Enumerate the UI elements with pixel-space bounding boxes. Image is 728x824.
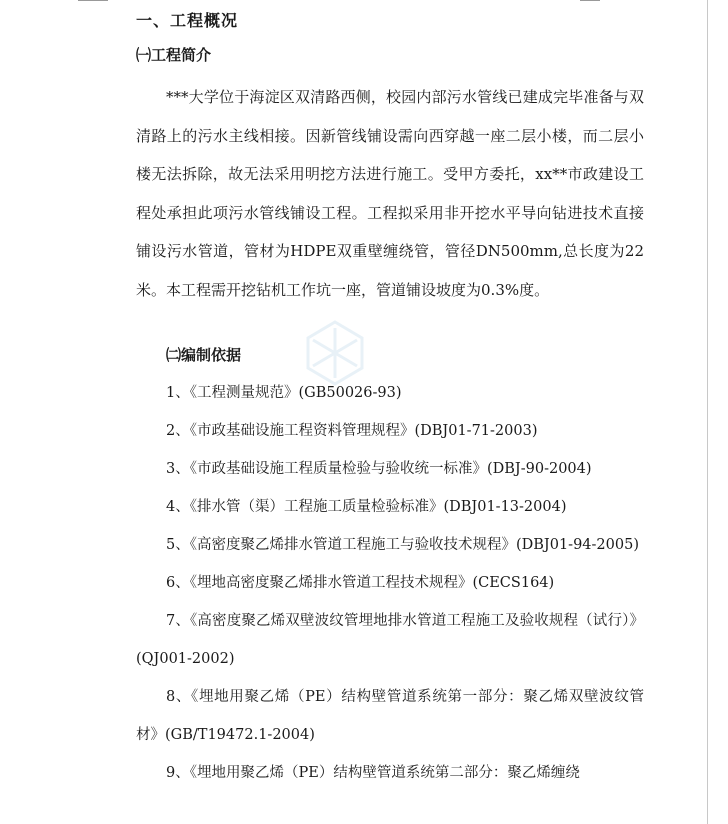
reference-item: 4、《排水管（渠）工程施工质量检验标准》(DBJ01-13-2004) (166, 499, 567, 515)
reference-list (136, 374, 644, 792)
reference-item: 9、《埋地用聚乙烯（PE）结构壁管道系统第二部分：聚乙烯缠绕 (166, 765, 580, 781)
reference-item: 5、《高密度聚乙烯排水管道工程施工与验收技术规程》(DBJ01-94-2005) (166, 537, 639, 553)
reference-item: 8、《埋地用聚乙烯（PE）结构壁管道系统第一部分：聚乙烯双壁波纹管材》(GB/T19472.1-2004) (136, 689, 644, 743)
intro-paragraph: ***大学位于海淀区双清路西侧，校园内部污水管线已建成完毕准备与双清路上的污水主线相接。因新管线铺设需向西穿越一座二层小楼，而二层小楼无法拆除，故无法采用明挖方法进行施工。受甲方委托，xx**市政建设工程处承担此项污水管线铺设工程。工程拟采用非开挖水平导向钻进技术直接铺设污水管道，管材为HDPE双重壁缠绕管，管径DN500mm,总长度为22米。本工程需开挖钻机工作坑一座，管道铺设坡度为0.3%度。 (136, 88, 644, 299)
reference-item: 7、《高密度聚乙烯双壁波纹管埋地排水管道工程施工及验收规程（试行）》(QJ001-2002) (136, 613, 644, 667)
page-edge-mark (580, 0, 600, 1)
page-right-border (707, 0, 708, 824)
reference-item: 6、《埋地高密度聚乙烯排水管道工程技术规程》(CECS164) (166, 575, 555, 591)
subsection-title-basis: ㈡编制依据 (166, 346, 242, 364)
subsection-title-intro: ㈠工程简介 (136, 46, 212, 64)
reference-item: 3、《市政基础设施工程质量检验与验收统一标准》(DBJ-90-2004) (166, 461, 592, 477)
reference-item: 2、《市政基础设施工程资料管理规程》(DBJ01-71-2003) (166, 423, 538, 439)
page-edge-mark (78, 0, 108, 1)
section-title: 一、工程概况 (136, 11, 239, 30)
reference-item: 1、《工程测量规范》(GB50026-93) (166, 385, 402, 401)
